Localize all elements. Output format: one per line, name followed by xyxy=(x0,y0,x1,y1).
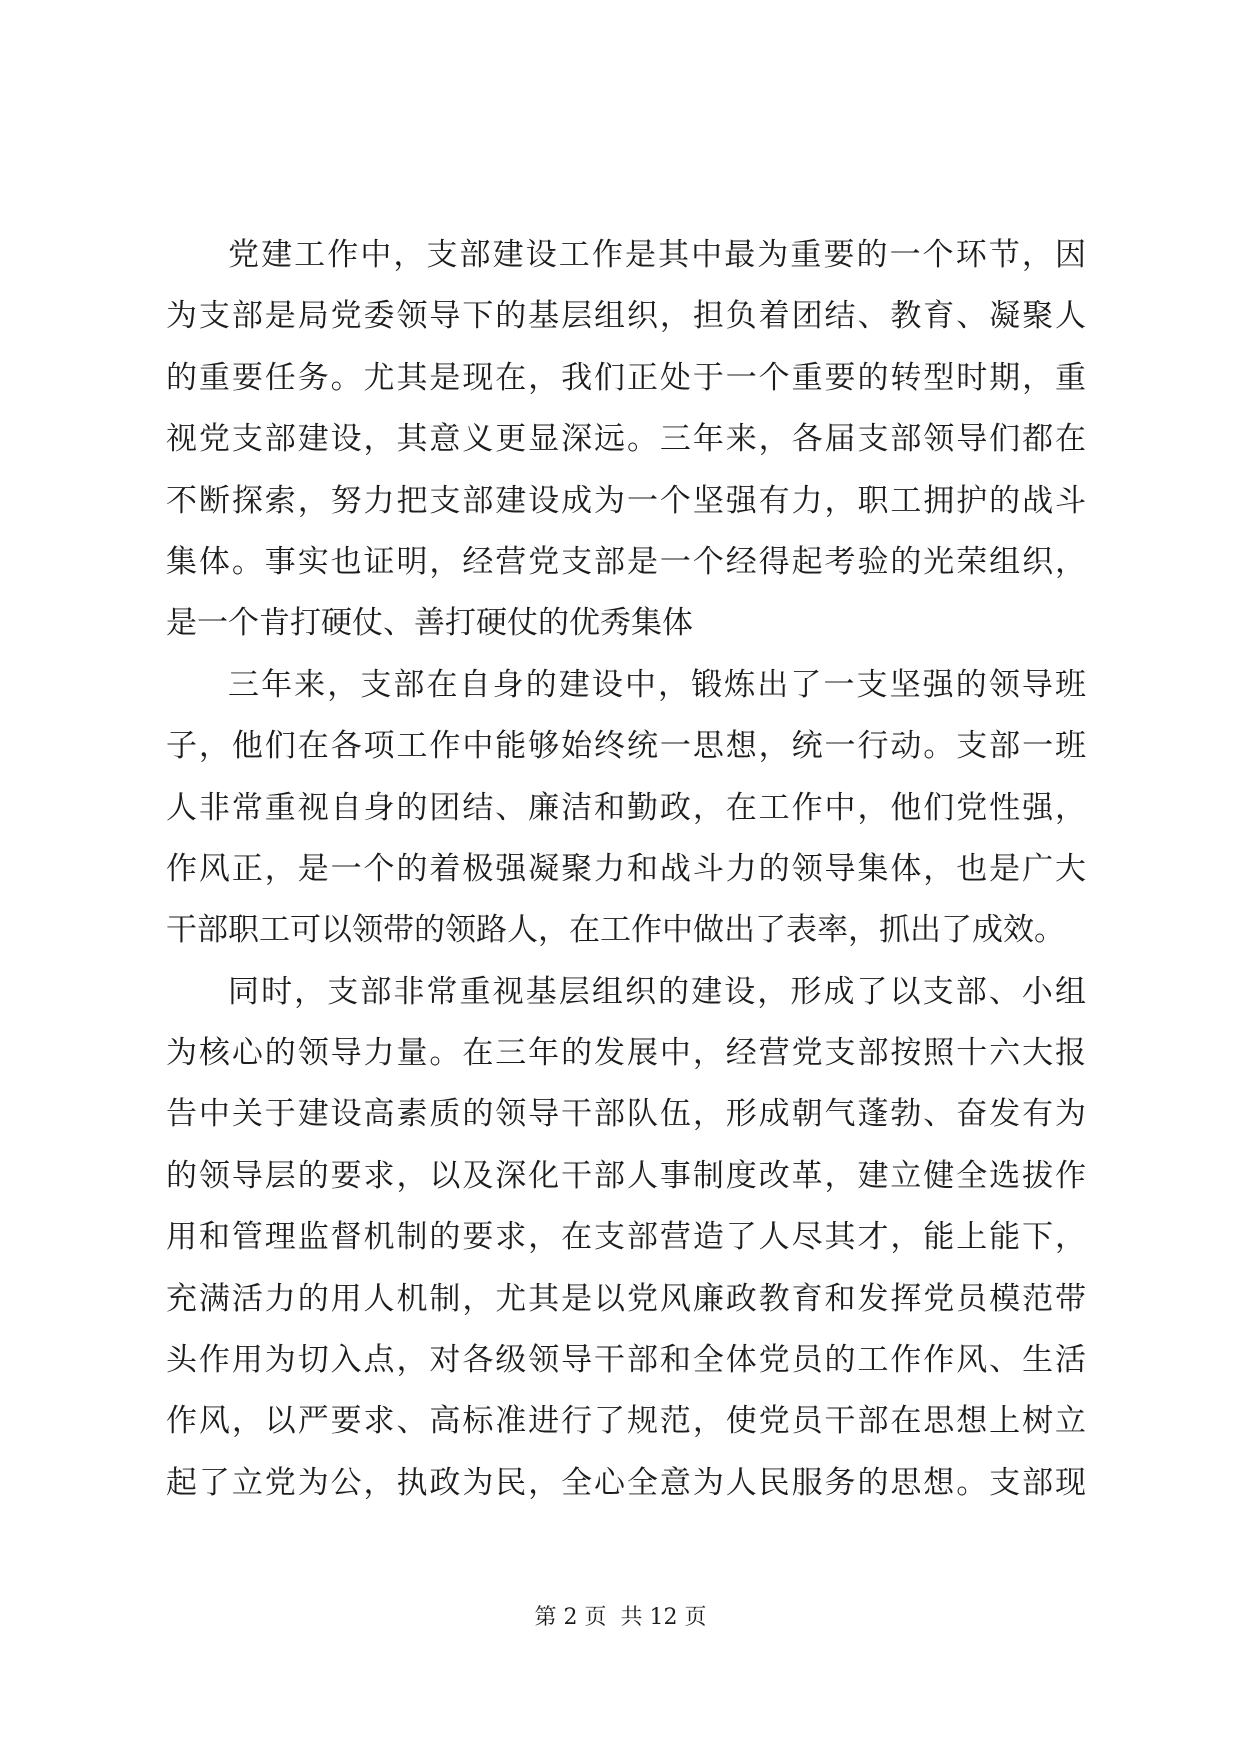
text-line: 三年来，支部在自身的建设中，锻炼出了一支坚强的领导班 xyxy=(228,666,1086,703)
text-line: 为支部是局党委领导下的基层组织，担负着团结、教育、凝聚人 xyxy=(166,298,1086,335)
text-line: 头作用为切入点，对各级领导干部和全体党员的工作作风、生活 xyxy=(166,1342,1086,1379)
text-line: 人非常重视自身的团结、廉洁和勤政，在工作中，他们党性强， xyxy=(166,789,1086,826)
text-line: 视党支部建设，其意义更显深远。三年来，各届支部领导们都在 xyxy=(166,421,1086,458)
text-line: 充满活力的用人机制，尤其是以党风廉政教育和发挥党员模范带 xyxy=(166,1280,1086,1317)
text-line: 子，他们在各项工作中能够始终统一思想，统一行动。支部一班 xyxy=(166,728,1086,765)
text-line: 是一个肯打硬仗、善打硬仗的优秀集体 xyxy=(166,605,693,642)
page-number-footer: 第 2 页 共 12 页 xyxy=(534,1605,707,1630)
text-line: 的重要任务。尤其是现在，我们正处于一个重要的转型时期，重 xyxy=(166,359,1086,396)
text-line: 的领导层的要求，以及深化干部人事制度改革，建立健全选拔作 xyxy=(166,1157,1086,1194)
text-line: 作风，以严要求、高标准进行了规范，使党员干部在思想上树立 xyxy=(166,1403,1086,1440)
text-line: 同时，支部非常重视基层组织的建设，形成了以支部、小组 xyxy=(228,973,1086,1010)
text-line: 起了立党为公，执政为民，全心全意为人民服务的思想。支部现 xyxy=(166,1464,1086,1501)
text-line: 集体。事实也证明，经营党支部是一个经得起考验的光荣组织， xyxy=(166,543,1086,580)
text-line: 作风正，是一个的着极强凝聚力和战斗力的领导集体，也是广大 xyxy=(166,850,1086,887)
text-line: 告中关于建设高素质的领导干部队伍，形成朝气蓬勃、奋发有为 xyxy=(166,1096,1086,1133)
text-line: 为核心的领导力量。在三年的发展中，经营党支部按照十六大报 xyxy=(166,1035,1086,1072)
text-line: 干部职工可以领带的领路人，在工作中做出了表率，抓出了成效。 xyxy=(166,912,1065,949)
text-line: 用和管理监督机制的要求，在支部营造了人尽其才，能上能下， xyxy=(166,1219,1086,1256)
document-body xyxy=(166,225,1086,1514)
text-line: 不断探索，努力把支部建设成为一个坚强有力，职工拥护的战斗 xyxy=(166,482,1086,519)
text-line: 党建工作中，支部建设工作是其中最为重要的一个环节，因 xyxy=(228,237,1086,273)
